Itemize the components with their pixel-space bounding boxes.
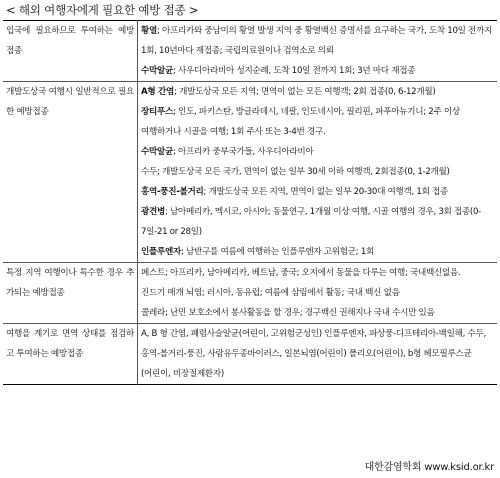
vaccine-entry [141, 242, 494, 262]
table-row [3, 324, 497, 385]
vaccination-table-body [3, 21, 497, 385]
vaccine-name: 인플루엔자 [141, 247, 182, 257]
vaccine-detail: ; 개발도상국 모든 지역, 면역이 없는 일부 20-30대 여행객, 1회 접종 [203, 187, 448, 197]
category-label: 개발도상국 여행시 일반적으로 필요한 예방접종 [6, 87, 134, 117]
table-row [3, 82, 497, 263]
category-cell [3, 21, 138, 82]
vaccine-detail: ; 개발도상국 모든 지역; 면역이 없는 모든 여행객; 2회 접종(0, 6-12개월) [174, 87, 436, 97]
vaccine-list-cell [138, 324, 498, 385]
vaccine-entry [141, 102, 494, 142]
vaccine-detail: ; 사우디아라비아 성지순례, 도착 10일 전까지 1회; 3년 마다 재접종 [173, 66, 416, 76]
vaccine-entry [141, 142, 494, 162]
document-title: < 해외 여행자에게 필요한 예방 접종 > [6, 3, 199, 17]
vaccine-detail: ; 남아메리카, 멕시코, 아시아; 동물연구, 1개월 이상 여행, 시골 여행의 경우, 3회 접종(0-7일-21 or 28일) [141, 207, 481, 237]
vaccine-name: 수막알균 [141, 66, 174, 76]
vaccine-list-cell [138, 82, 498, 263]
vaccine-detail: A, B 형 간염, 폐렴사슬알균(어린이, 고위험군성인) 인플루엔자, 파상풍-디프테리아-백일해, 수두, 홍역-볼거리-풍진, 사람유두종바이러스, 일본뇌염(어린이) 폴리오(어린이), b형 헤모필루스균(어린이, 비장절제환자) [141, 329, 486, 379]
category-cell [3, 324, 138, 385]
vaccine-detail: ; 남반구를 여름에 여행하는 인플루엔자 고위험군; 1회 [181, 247, 374, 257]
category-cell [3, 263, 138, 324]
vaccine-detail: 진드기 매개 뇌염; 러시아, 동유럽; 여름에 삼림에서 활동; 국내 백신 없음 [141, 288, 400, 298]
vaccine-list-cell [138, 21, 498, 82]
vaccine-entry [141, 162, 494, 182]
vaccine-entry [141, 324, 494, 384]
vaccine-list-cell [138, 263, 498, 324]
vaccine-name: 황열 [141, 26, 158, 36]
vaccine-entry [141, 303, 494, 323]
vaccine-entry [141, 61, 494, 81]
vaccine-name: A형 간염 [141, 87, 175, 97]
category-label: 입국에 필요하므로 투여하는 예방 접종 [6, 26, 134, 56]
category-label: 여행을 계기로 면역 상태를 점검하고 투여하는 예방접종 [6, 329, 134, 359]
vaccine-entry [141, 283, 494, 303]
vaccination-table [3, 20, 497, 385]
vaccine-name: 홍역-풍진-볼거리 [141, 187, 204, 197]
vaccine-entry [141, 263, 494, 283]
vaccine-detail: ; 인도, 파키스탄, 방글라데시, 네팔, 인도네시아, 필리핀, 파푸아뉴기니; 2주 이상 여행하거나 시골을 여행; 1회 주사 또는 3-4번 경구. [141, 107, 460, 137]
vaccine-entry [141, 202, 494, 242]
vaccine-entry [141, 182, 494, 202]
vaccine-detail: 페스트; 아프리카, 남아메리카, 베트남, 중국; 오지에서 동물을 다루는 여행; 국내백신없음. [141, 268, 461, 278]
vaccine-entry [141, 82, 494, 102]
category-label: 특정 지역 여행이나 특수한 경우 추가되는 예방접종 [6, 268, 134, 298]
vaccine-detail: ; 아프리카 중부국가들, 사우디아라비아 [173, 147, 314, 157]
vaccine-name: 광견병 [141, 207, 166, 217]
vaccine-name: 수막알균 [141, 147, 174, 157]
table-row [3, 21, 497, 82]
vaccine-detail: 수두; 개발도상국 모든 국가, 면역이 없는 일부 30세 이하 여행객, 2회접종(0, 1-2개월) [141, 167, 450, 177]
vaccine-entry [141, 21, 494, 61]
category-cell [3, 82, 138, 263]
table-row [3, 263, 497, 324]
vaccine-name: 장티푸스 [141, 107, 174, 117]
vaccine-detail: 콜레라; 난민 보호소에서 봉사활동을 할 경우; 경구백신 권해지나 국내 수시만 있음 [141, 308, 435, 318]
source-credit: 대한감염학회 www.ksid.or.kr [364, 462, 494, 473]
vaccine-detail: ; 아프리카와 중남미의 황열 발생 지역 중 황열백신 증명서를 요구하는 국가, 도착 10일 전까지 1회, 10년마다 재접종; 국립의료원이나 검역소로 의뢰 [141, 26, 493, 56]
